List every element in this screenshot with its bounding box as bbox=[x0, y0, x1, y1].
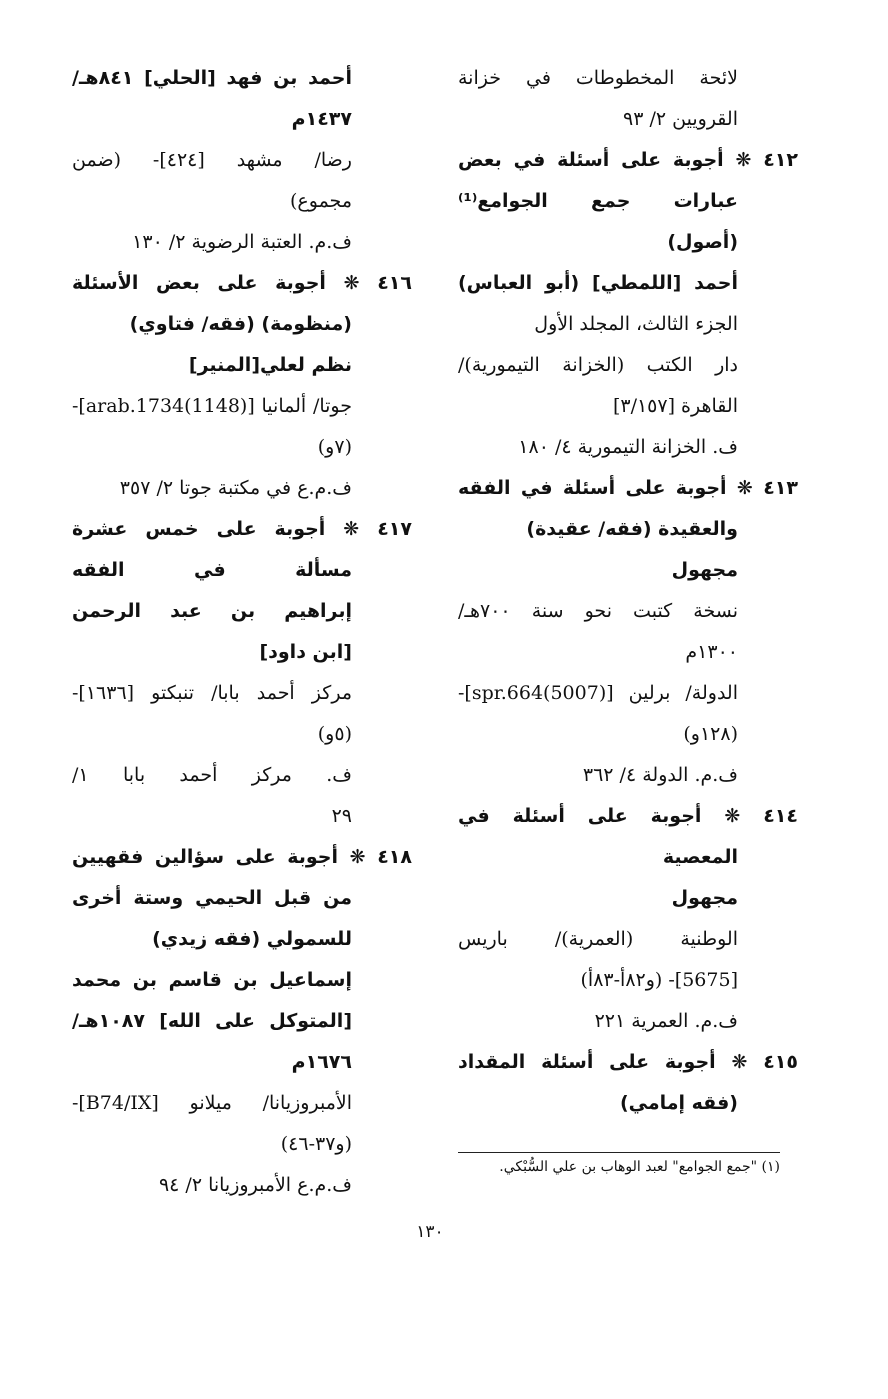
text-line: الأمبروزيانا/ ميلانو [B74/IX]- bbox=[72, 1092, 352, 1114]
text-line: عبارات جمع الجوامع⁽¹⁾ bbox=[458, 190, 738, 212]
text-line: ١٤٣٧م bbox=[291, 108, 352, 130]
text-line: ف.م. العتبة الرضوية ٢/ ١٣٠ bbox=[132, 231, 352, 253]
text-line: الدولة/ برلين [spr.664(5007)]- bbox=[458, 682, 738, 704]
text-line: ٤١٣ ❋ أجوبة على أسئلة في الفقه bbox=[458, 477, 798, 499]
text-line: (فقه إمامي) bbox=[619, 1092, 738, 1114]
text-line: المعصية bbox=[662, 846, 738, 868]
text-line: نسخة كتبت نحو سنة ٧٠٠هـ/ bbox=[458, 600, 738, 622]
text-line: لائحة المخطوطات في خزانة bbox=[458, 67, 738, 89]
text-line: (٧و) bbox=[317, 436, 352, 458]
text-line: ف. الخزانة التيمورية ٤/ ١٨٠ bbox=[518, 436, 738, 458]
text-line: الوطنية (العمرية)/ باريس bbox=[458, 928, 738, 950]
text-line: والعقيدة (فقه/ عقيدة) bbox=[526, 518, 738, 540]
text-line: إبراهيم بن عبد الرحمن bbox=[72, 600, 352, 622]
right-column bbox=[458, 58, 798, 1124]
text-line: ١٣٠٠م bbox=[685, 641, 738, 663]
text-line: ف.م.ع الأمبروزيانا ٢/ ٩٤ bbox=[158, 1174, 352, 1196]
text-line: رضا/ مشهد [٤٢٤]- (ضمن bbox=[72, 149, 352, 171]
text-line: ٤١٢ ❋ أجوبة على أسئلة في بعض bbox=[458, 149, 798, 171]
text-line: ف.م. الدولة ٤/ ٣٦٢ bbox=[582, 764, 738, 786]
text-line: للسمولي (فقه زيدي) bbox=[152, 928, 352, 950]
text-line: ٤١٦ ❋ أجوبة على بعض الأسئلة bbox=[72, 272, 412, 294]
text-line: مجموع) bbox=[290, 190, 352, 212]
text-line: (١٢٨و) bbox=[683, 723, 738, 745]
text-line: من قبل الحيمي وستة أخرى bbox=[72, 887, 352, 909]
text-line: [5675]- (و٨٢أ-٨٣أ) bbox=[580, 969, 738, 991]
text-line: ٤١٥ ❋ أجوبة على أسئلة المقداد bbox=[458, 1051, 798, 1073]
text-line: جوتا/ ألمانيا [arab.1734(1148)]- bbox=[72, 395, 352, 417]
text-line: ف. مركز أحمد بابا ١/ bbox=[72, 764, 352, 786]
text-line: ٤١٤ ❋ أجوبة على أسئلة في bbox=[458, 805, 798, 827]
text-line: أحمد بن فهد [الحلي] ٨٤١هـ/ bbox=[72, 67, 352, 89]
text-line: ٤١٧ ❋ أجوبة على خمس عشرة bbox=[72, 518, 412, 540]
left-column bbox=[72, 58, 412, 1206]
text-line: (منظومة) (فقه/ فتاوي) bbox=[129, 313, 352, 335]
text-line: ف.م. العمرية ٢٢١ bbox=[594, 1010, 738, 1032]
footnote: (١) "جمع الجوامع" لعبد الوهاب بن علي السُّبْكي. bbox=[499, 1159, 780, 1175]
text-line: دار الكتب (الخزانة التيمورية)/ bbox=[458, 354, 738, 376]
text-line: (و٣٧-٤٦) bbox=[280, 1133, 352, 1155]
text-line: (٥و) bbox=[317, 723, 352, 745]
text-line: [المتوكل على الله] ١٠٨٧هـ/ bbox=[72, 1010, 352, 1032]
text-line: القاهرة [٣/١٥٧] bbox=[612, 395, 738, 417]
text-line: مسألة في الفقه bbox=[72, 559, 352, 581]
text-line: ١٦٧٦م bbox=[291, 1051, 352, 1073]
text-line: مجهول bbox=[671, 559, 738, 581]
text-line: أحمد [اللمطي] (أبو العباس) bbox=[458, 272, 738, 294]
text-line: مركز أحمد بابا/ تنبكتو [١٦٣٦]- bbox=[72, 682, 352, 704]
text-line: القرويين ٢/ ٩٣ bbox=[623, 108, 738, 130]
footnote-divider bbox=[458, 1152, 780, 1153]
text-line: ف.م.ع في مكتبة جوتا ٢/ ٣٥٧ bbox=[119, 477, 352, 499]
text-line: ٤١٨ ❋ أجوبة على سؤالين فقهيين bbox=[72, 846, 412, 868]
text-line: (أصول) bbox=[667, 231, 738, 253]
text-line: الجزء الثالث، المجلد الأول bbox=[534, 313, 738, 335]
text-line: ٢٩ bbox=[331, 805, 352, 827]
text-line: نظم لعلي[المنير] bbox=[188, 354, 352, 376]
page-number: ١٣٠ bbox=[416, 1222, 444, 1242]
text-line: إسماعيل بن قاسم بن محمد bbox=[72, 969, 352, 991]
text-line: مجهول bbox=[671, 887, 738, 909]
text-line: [ابن داود] bbox=[259, 641, 352, 663]
